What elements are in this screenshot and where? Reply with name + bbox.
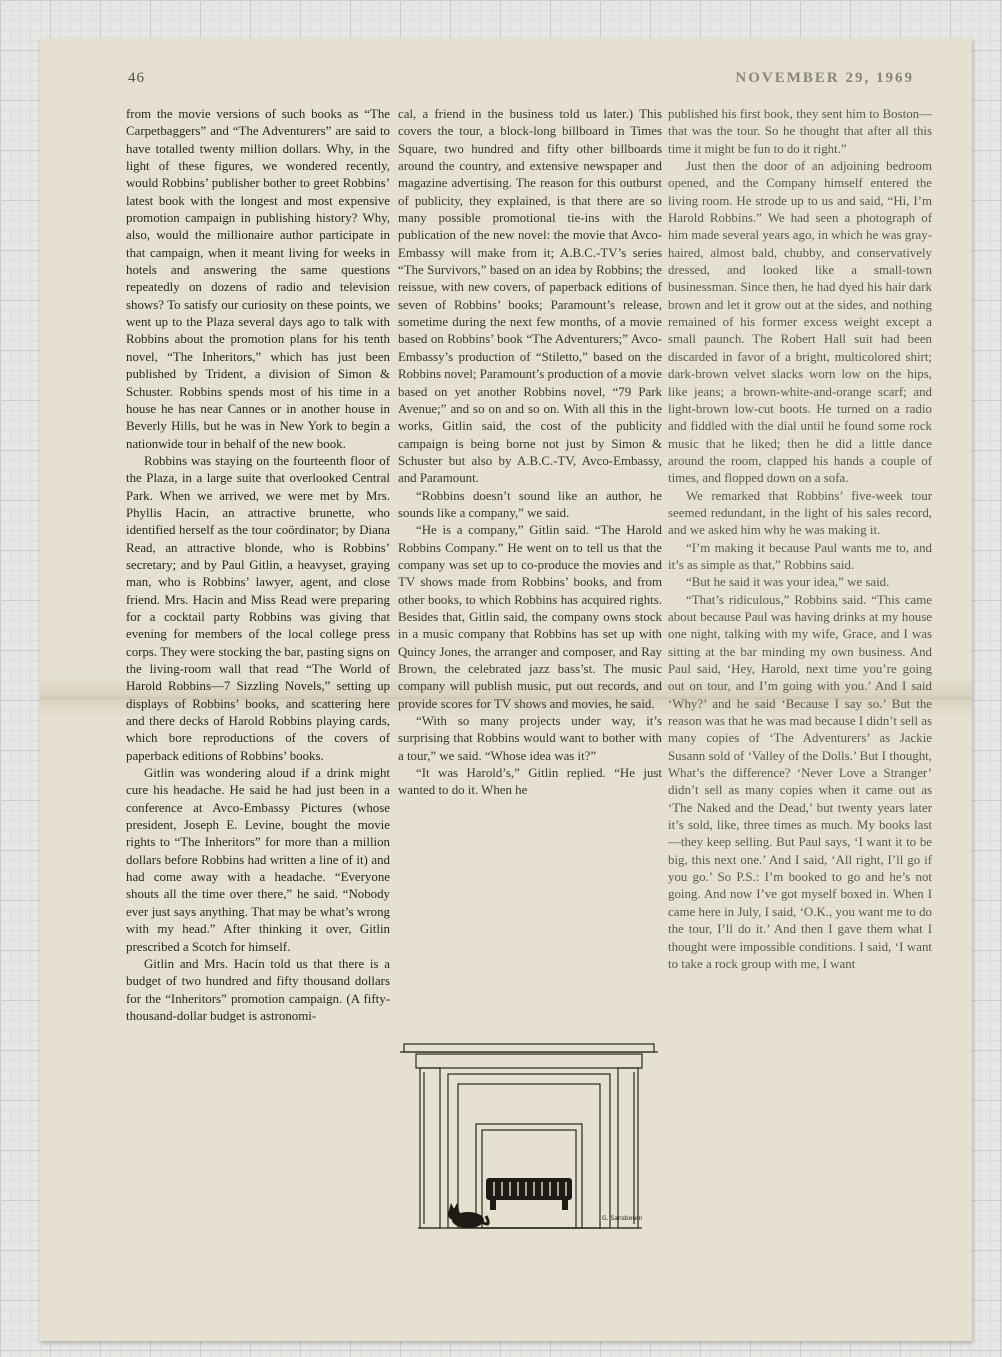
paragraph: “That’s ridiculous,” Robbins said. “This came about because Paul was having drinks at my house one night, talking with my wife, Grace, and I was sitting at the bar minding my own business. And Paul said, ‘Hey, Harold, next time you’re going out on tour, and I’m going with you.’ And I said ‘Why?’ and he said ‘Because I say so.’ But the reason was that he was mad because I didn’t sell as many copies of ‘The Adventurers’ as Jackie Susann sold of ‘Valley of the Dolls.’ But I thought, What’s the difference? ‘Never Love a Stranger’ didn’t sell as many copies when it came out as ‘The Naked and the Dead,’ but twenty years later it’s sold, like, three times as much. My books last—they keep selling. But Paul says, ‘I want it to be big, this next one.’ And I said, ‘All right, I’ll go if you go.’ So P.S.: I’m booked to go and he’s not going. And now I’ve got myself boxed in. When I came here in July, I said, ‘O.K., you want me to do the tour, I’ll do it.’ And then I gave them what I thought were impossible conditions. I said, ‘I want to take a rock group with me, I want	[668, 592, 932, 971]
magazine-page	[40, 38, 972, 1341]
paragraph: “It was Harold’s,” Gitlin replied. “He just wanted to do it. When he	[398, 766, 662, 798]
paragraph: from the movie versions of such books as “The Carpetbaggers” and “The Adventurers” are said to have totalled twenty million dollars. Why, in the light of these figures, we wondered recently, would Robbins’ publisher bother to greet Robbins’ latest book with the longest and most expensive promotion campaign in publishing history? Why, also, would the millionaire author participate in that campaign, when it meant living for weeks in hotels and answering the same questions repeatedly on dozens of radio and television shows? To satisfy our curiosity on these points, we went up to the Plaza several days ago to talk with Robbins about the promotion plans for his tenth novel, “The Inheritors,” which has just been published by Trident, a division of Simon & Schuster. Robbins spends most of his time in a house he has near Cannes or in another house in Beverly Hills, but he was in New York to begin a nationwide tour in behalf of the new book.	[126, 107, 390, 451]
paragraph: “With so many projects under way, it’s surprising that Robbins would want to bother with a tour,” we said. “Whose idea was it?”	[398, 714, 662, 763]
paragraph: Gitlin and Mrs. Hacin told us that there is a budget of two hundred and fifty thousand dollars for the “Inheritors” promotion campaign. (A fifty-thousand-dollar budget is astronomi-	[126, 956, 390, 1023]
fireplace-drawing	[398, 1038, 662, 1238]
artist-signature: G. Sansbourn	[602, 1215, 643, 1222]
issue-date: NOVEMBER 29, 1969	[735, 70, 914, 86]
paragraph: published his first book, they sent him to Boston—that was the tour. So he thought that after all this time it might be fun to do it right.”	[668, 107, 932, 156]
paragraph: Just then the door of an adjoining bedroom opened, and the Company himself entered the living room. He strode up to us and said, “Hi, I’m Harold Robbins.” We had seen a photograph of him made several years ago, in which he was gray-haired, almost bald, chubby, and conservatively dressed, and looked like a small-town businessman. Since then, he had dyed his hair dark brown and let it grow out at the sides, and nothing remained of his former excess weight except a small paunch. The Robert Hall suit had been discarded in favor of a bright, multicolored shirt; dark-brown velvet slacks worn low on the hips, like jeans; a brown-white-and-orange scarf; and light-brown low-cut boots. He turned on a radio and fiddled with the dial until he found some rock music that he liked; then he did a little dance around the room, clapped his hands a couple of times, and flopped down on a sofa.	[668, 159, 932, 486]
paragraph: Gitlin was wondering aloud if a drink might cure his headache. He said he had just been in a conference at Avco-Embassy Pictures (whose president, Joseph E. Levine, bought the movie rights to “The Inheritors” for more than a million dollars before Robbins had written a line of it) and had come away with a headache. “Everyone shouts all the time over there,” he said. “Nobody ever just says anything. That may be what’s wrong with my head.” After thinking it over, Gitlin prescribed a Scotch for himself.	[126, 766, 390, 954]
text-column-1	[126, 106, 390, 1025]
fireplace-illustration	[398, 1038, 662, 1238]
paragraph: “Robbins doesn’t sound like an author, he sounds like a company,” we said.	[398, 488, 662, 520]
paragraph: We remarked that Robbins’ five-week tour seemed redundant, in the light of his sales record, and we asked him why he was making it.	[668, 488, 932, 538]
text-column-3	[668, 106, 932, 973]
paragraph: Robbins was staying on the fourteenth floor of the Plaza, in a large suite that overlooked Central Park. When we arrived, we were met by Mrs. Phyllis Hacin, an attractive brunette, who identified herself as the tour coördinator; by Diana Read, an attractive blonde, who is Robbins’ secretary; and by Paul Gitlin, a heavyset, graying man, who is Robbins’ lawyer, agent, and close friend. Mrs. Hacin and Miss Read were preparing for a cocktail party Robbins was giving that evening for members of the local college press corps. They were stocking the bar, pasting signs on the living-room wall that read “The World of Harold Robbins—7 Sizzling Novels,” setting up displays of Robbins’ books, and scattering here and there decks of Harold Robbins playing cards, which bore reproductions of the covers of paperback editions of Robbins’ books.	[126, 453, 390, 763]
page-number: 46	[128, 70, 145, 86]
paragraph: “I’m making it because Paul wants me to, and it’s as simple as that,” Robbins said.	[668, 540, 932, 572]
paragraph: “He is a company,” Gitlin said. “The Harold Robbins Company.” He went on to tell us that the company was set up to co-produce the movies and TV shows made from Robbins’ books, and from other books, to which Robbins has acquired rights. Besides that, Gitlin said, the company owns stock in a music company that Robbins has set up with Quincy Jones, the arranger and composer, and Ray Brown, the celebrated jazz bass’st. The music company will publish music, put out records, and provide scores for TV shows and movies, he said.	[398, 523, 662, 711]
paragraph: “But he said it was your idea,” we said.	[686, 575, 890, 590]
fireplace-grate	[486, 1178, 572, 1210]
text-column-2	[398, 106, 662, 800]
paragraph: cal, a friend in the business told us later.) This covers the tour, a block-long billboard in Times Square, two hundred and fifty other billboards around the country, and extensive newspaper and magazine advertising. The reason for this outburst of publicity, they explained, is that there are so many possible promotional tie-ins with the publication of the new novel: the movie that Avco-Embassy will make from it; A.B.C.-TV’s series “The Survivors,” based on an idea by Robbins; the reissue, with new covers, of paperback editions of seven of Robbins’ books; Paramount’s release, sometime during the next few months, of a movie based on Robbins’ book “The Adventurers;” Avco-Embassy’s production of “Stiletto,” based on the Robbins novel; Paramount’s production of a movie based on yet another Robbins novel, “79 Park Avenue;” and so on and so on. With all this in the works, Gitlin said, the cost of the publicity campaign is being borne not just by Simon & Schuster but also by A.B.C.-TV, Avco-Embassy, and Paramount.	[398, 107, 662, 486]
page-header	[128, 70, 914, 90]
